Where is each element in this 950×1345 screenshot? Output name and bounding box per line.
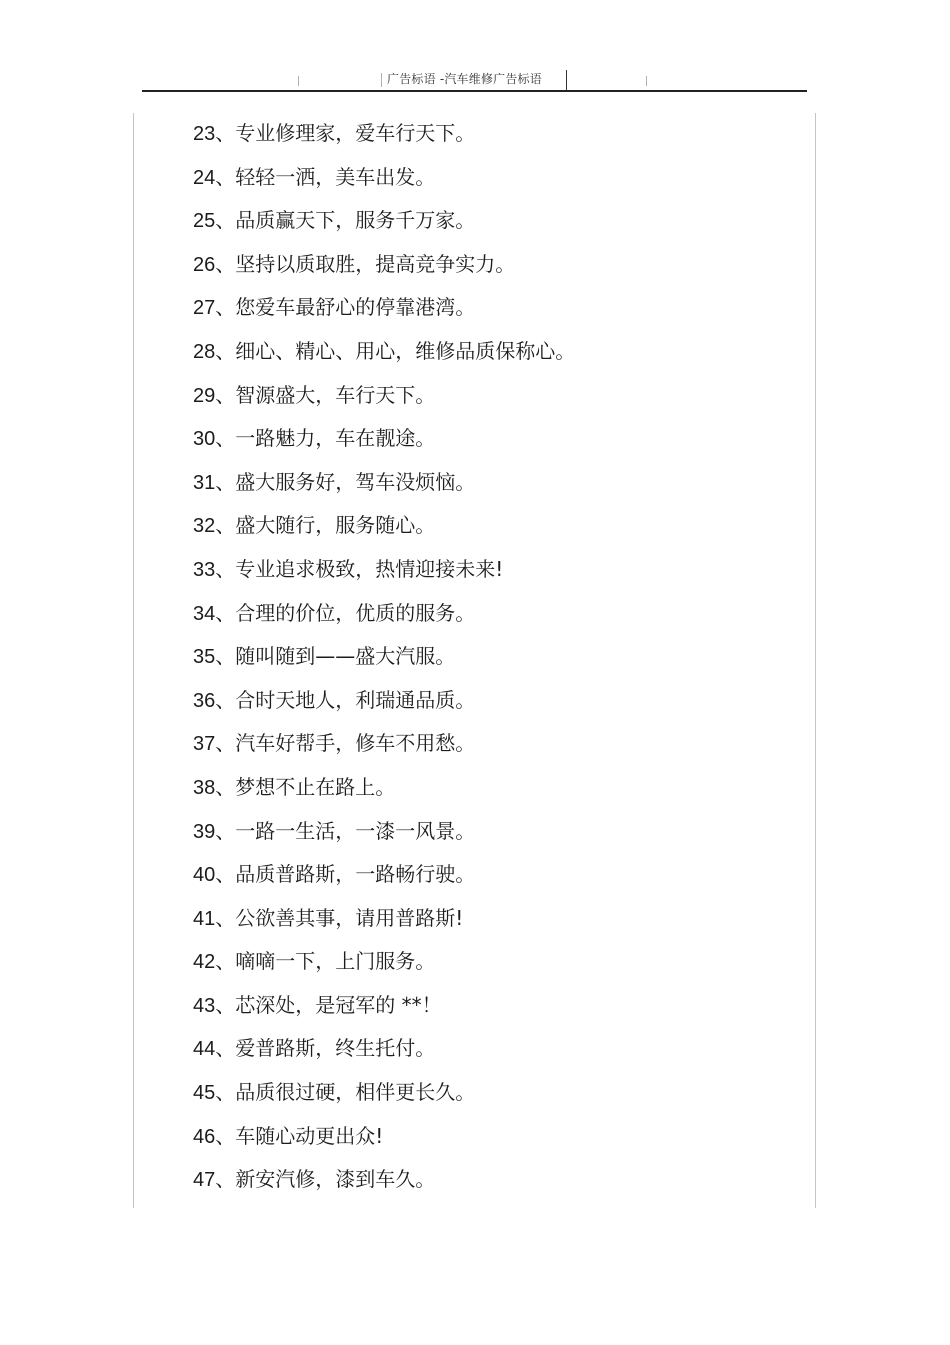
item-text: 轻轻一洒，美车出发。 — [235, 164, 436, 189]
item-number: 32、 — [193, 515, 236, 538]
list-item — [193, 554, 575, 598]
item-text: 专业修理家，爱车行天下。 — [235, 121, 476, 145]
item-text: 新安汽修，漆到车久。 — [235, 1167, 436, 1192]
list-item — [193, 1077, 575, 1121]
item-number: 25、 — [193, 210, 236, 233]
item-text: 专业追求极致，热情迎接未来! — [235, 556, 504, 581]
item-number: 26、 — [193, 253, 236, 276]
list-item — [193, 118, 575, 162]
item-text: 随叫随到——盛大汽服。 — [235, 644, 456, 669]
item-text: 爱普路斯，终生托付。 — [235, 1036, 436, 1061]
item-text: 盛大服务好，驾车没烦恼。 — [235, 469, 476, 494]
list-item — [193, 641, 575, 685]
item-number: 39、 — [193, 820, 236, 843]
list-item — [193, 467, 575, 511]
item-text: 芯深处，是冠军的 **！ — [235, 992, 442, 1017]
item-text: 品质很过硬，相伴更长久。 — [235, 1080, 476, 1105]
item-number: 24、 — [193, 166, 236, 189]
list-item — [193, 162, 575, 206]
item-number: 42、 — [193, 951, 236, 974]
list-item — [193, 772, 575, 816]
slogan-list — [193, 118, 575, 1208]
item-text: 品质普路斯，一路畅行驶。 — [235, 862, 476, 887]
item-text: 车随心动更出众! — [235, 1123, 384, 1148]
item-text: 盛大随行，服务随心。 — [235, 513, 436, 538]
item-number: 30、 — [193, 428, 236, 451]
item-number: 31、 — [193, 471, 236, 494]
list-item — [193, 205, 575, 249]
item-number: 29、 — [193, 384, 236, 407]
item-number: 41、 — [193, 907, 236, 930]
list-item — [193, 249, 575, 293]
item-number: 35、 — [193, 646, 236, 669]
list-item — [193, 1121, 575, 1165]
item-text: 细心、精心、用心，维修品质保称心。 — [235, 338, 576, 363]
item-number: 36、 — [193, 689, 236, 712]
item-number: 44、 — [193, 1038, 236, 1061]
list-item — [193, 1164, 575, 1208]
item-number: 33、 — [193, 558, 236, 581]
item-text: 智源盛大，车行天下。 — [235, 382, 436, 407]
item-number: 38、 — [193, 776, 236, 799]
item-text: 公欲善其事，请用普路斯! — [235, 905, 464, 930]
item-number: 23、 — [193, 123, 236, 145]
item-number: 43、 — [193, 994, 236, 1017]
header-tick-mark — [646, 76, 647, 86]
item-text: 梦想不止在路上。 — [235, 774, 396, 799]
item-text: 嘀嘀一下，上门服务。 — [235, 949, 436, 974]
list-item — [193, 380, 575, 424]
item-text: 汽车好帮手，修车不用愁。 — [235, 731, 476, 756]
item-number: 45、 — [193, 1082, 236, 1105]
list-item — [193, 1033, 575, 1077]
header-tick-mark — [298, 76, 299, 86]
item-number: 47、 — [193, 1169, 236, 1192]
list-item — [193, 990, 575, 1034]
item-number: 34、 — [193, 602, 236, 625]
item-number: 37、 — [193, 733, 236, 756]
header-tick-mark — [381, 73, 382, 87]
list-item — [193, 423, 575, 467]
list-item — [193, 336, 575, 380]
page-header — [0, 66, 950, 92]
item-text: 一路魅力，车在靓途。 — [235, 426, 436, 451]
item-text: 品质赢天下，服务千万家。 — [235, 208, 476, 233]
item-number: 27、 — [193, 297, 236, 320]
item-text: 合时天地人，利瑞通品质。 — [235, 687, 476, 712]
list-item — [193, 816, 575, 860]
list-item — [193, 292, 575, 336]
item-text: 坚持以质取胜，提高竞争实力。 — [235, 251, 516, 276]
item-text: 一路一生活，一漆一风景。 — [235, 818, 476, 843]
item-text: 合理的价位，优质的服务。 — [235, 600, 476, 625]
list-item — [193, 903, 575, 947]
list-item — [193, 598, 575, 642]
list-item — [193, 510, 575, 554]
list-item — [193, 859, 575, 903]
header-rule — [142, 90, 807, 92]
list-item — [193, 685, 575, 729]
header-tick-mark — [566, 70, 567, 90]
header-title: 广告标语 -汽车维修广告标语 — [387, 72, 542, 86]
list-item — [193, 728, 575, 772]
item-number: 28、 — [193, 340, 236, 363]
item-text: 您爱车最舒心的停靠港湾。 — [235, 295, 476, 320]
page-border-right — [815, 113, 816, 1208]
item-number: 46、 — [193, 1125, 236, 1148]
list-item — [193, 946, 575, 990]
page-border-left — [133, 113, 134, 1208]
item-number: 40、 — [193, 864, 236, 887]
